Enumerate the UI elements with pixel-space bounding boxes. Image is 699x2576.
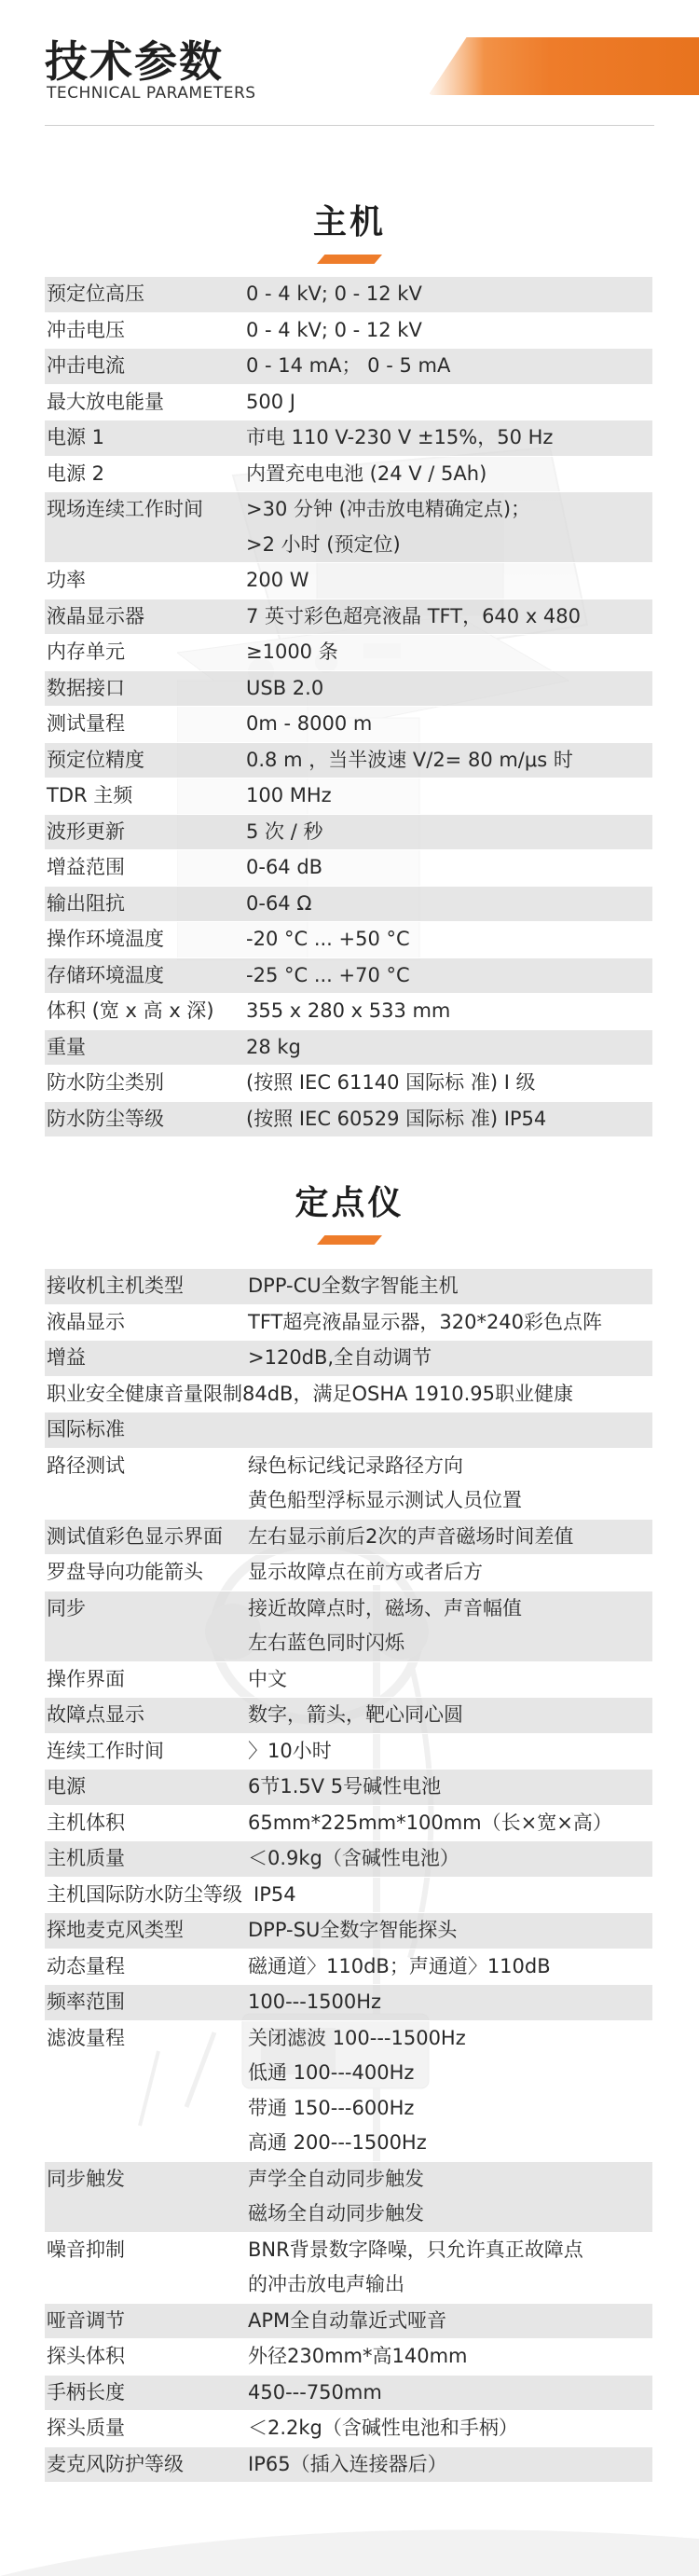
header-divider: [45, 125, 654, 126]
spec-label: 电源 1: [47, 426, 105, 448]
spec-value: [246, 922, 652, 957]
spec-value-line: 100---1500Hz: [248, 1991, 382, 2013]
spec-value-line: >30 分钟 (冲击放电精确定点)；: [246, 498, 531, 520]
spec-value: [248, 1555, 652, 1591]
spec-value-line: -20 °C ... +50 °C: [246, 928, 410, 950]
spec-value: [248, 1949, 652, 1985]
spec-value-line: 0-64 Ω: [246, 891, 312, 915]
spec-value: [248, 2447, 652, 2483]
spec-row: [45, 815, 652, 851]
spec-value-line: IP54: [254, 1882, 296, 1906]
spec-row: [45, 457, 652, 493]
spec-value: [246, 349, 652, 384]
spec-label: 输出阻抗: [47, 891, 125, 915]
spec-value: [248, 1662, 652, 1698]
spec-label: 主机体积: [47, 1811, 125, 1834]
spec-value: [248, 1305, 652, 1341]
spec-value-line: 0m - 8000 m: [246, 712, 373, 735]
spec-value: [246, 635, 652, 670]
spec-label: 路径测试: [47, 1453, 125, 1477]
spec-value-line: 100 MHz: [246, 784, 332, 806]
spec-value: [246, 887, 652, 922]
spec-value: [254, 1878, 652, 1913]
spec-label: 测试量程: [47, 712, 125, 735]
spec-value: [246, 492, 652, 562]
spec-value-line: ＜0.9kg（含碱性电池）: [248, 1847, 459, 1869]
section-locator-title: 定点仪: [295, 1184, 404, 1222]
spec-label: 手柄长度: [47, 2380, 125, 2404]
spec-row: [45, 1985, 652, 2021]
spec-row: [45, 2411, 652, 2447]
spec-label: 探头质量: [47, 2417, 125, 2439]
spec-value-line: 28 kg: [246, 1035, 301, 1058]
spec-label: 重量: [47, 1035, 86, 1058]
spec-row: [45, 349, 652, 385]
spec-row: [45, 1102, 652, 1138]
section-host-title: 主机: [312, 203, 386, 241]
spec-label: 功率: [47, 569, 86, 591]
spec-row: [45, 1698, 652, 1734]
spec-value-line: DPP-SU全数字智能探头: [248, 1919, 458, 1941]
spec-label: 液晶显示: [47, 1310, 125, 1333]
spec-row: [45, 385, 652, 421]
spec-label: 最大放电能量: [47, 390, 164, 413]
spec-label: 防水防尘等级: [47, 1107, 164, 1130]
spec-label: 噪音抑制: [47, 2238, 125, 2261]
spec-row: [45, 1841, 652, 1878]
spec-value-line: 内置充电电池 (24 V / 5Ah): [246, 461, 487, 485]
spec-value-line: USB 2.0: [246, 676, 324, 699]
spec-value-line: BNR背景数字降噪，只允许真正故障点: [248, 2238, 583, 2261]
spec-value-line: -25 °C ... +70 °C: [246, 963, 410, 986]
spec-label: 电源: [47, 1775, 86, 1798]
spec-value-line: 5 次 / 秒: [246, 820, 323, 843]
spec-value-line: 0-64 dB: [246, 856, 323, 878]
spec-value-line: >2 小时 (预定位): [246, 532, 401, 556]
spec-row: [45, 2339, 652, 2376]
spec-value: [246, 707, 652, 742]
host-specs-table: [45, 277, 652, 1137]
spec-value: [248, 1913, 652, 1949]
spec-row: [45, 743, 652, 779]
spec-value-line: IP65（插入连接器后）: [248, 2452, 447, 2475]
spec-value-line: DPP-CU全数字智能主机: [248, 1274, 459, 1297]
spec-row: [45, 2162, 652, 2233]
section-locator-accent: [317, 1235, 382, 1245]
spec-value: [248, 1520, 652, 1555]
spec-value-line: 带通 150---600Hz: [248, 2096, 415, 2119]
spec-row: [45, 1449, 652, 1520]
page-header: [0, 0, 699, 131]
spec-value-line: ≥1000 条: [246, 641, 338, 663]
spec-value-line: 显示故障点在前方或者后方: [248, 1561, 483, 1583]
page-title: 技术参数: [45, 36, 224, 87]
spec-value-line: 的冲击放电声输出: [248, 2273, 404, 2295]
spec-value: [246, 1030, 652, 1066]
spec-value-line: 355 x 280 x 533 mm: [246, 999, 451, 1022]
spec-value: [248, 1341, 652, 1376]
spec-label-continued: 国际标准: [47, 1418, 125, 1440]
spec-label: 增益范围: [47, 856, 125, 878]
spec-label: 预定位高压: [47, 282, 144, 305]
spec-label: 主机国际防水防尘等级: [47, 1882, 242, 1906]
spec-value-line: 200 W: [246, 569, 309, 591]
spec-value-line: 关闭滤波 100---1500Hz: [248, 2026, 466, 2049]
spec-value: [248, 1770, 652, 1805]
spec-row: [45, 922, 652, 958]
spec-value: [246, 958, 652, 994]
spec-label: 体积 (宽 x 高 x 深): [47, 999, 214, 1022]
spec-label: 现场连续工作时间: [47, 498, 203, 520]
spec-row: [45, 850, 652, 887]
spec-label: 故障点显示: [47, 1703, 144, 1726]
spec-value: [246, 671, 652, 707]
spec-label: 增益: [47, 1346, 86, 1369]
spec-label: 操作环境温度: [47, 928, 164, 950]
spec-label: 液晶显示器: [47, 604, 144, 627]
section-host-accent: [317, 255, 382, 264]
spec-row: [45, 1878, 652, 1914]
spec-label: 动态量程: [47, 1954, 125, 1977]
spec-label: 探头体积: [47, 2345, 125, 2367]
spec-label: 操作界面: [47, 1667, 125, 1690]
spec-value-line: 〉10小时: [248, 1739, 332, 1762]
spec-label: 同步触发: [47, 2167, 125, 2190]
spec-row: [45, 1066, 652, 1102]
spec-row: [45, 635, 652, 671]
spec-value-line: 左右显示前后2次的声音磁场时间差值: [248, 1524, 574, 1548]
spec-value: [246, 420, 652, 456]
spec-value: [248, 1841, 652, 1877]
spec-row: [45, 671, 652, 708]
spec-value: [246, 815, 652, 850]
spec-row: [45, 2376, 652, 2412]
spec-value-line: 外径230mm*高140mm: [248, 2345, 468, 2367]
spec-value: [248, 1806, 652, 1841]
locator-specs-table: [45, 1269, 652, 2483]
spec-label: 波形更新: [47, 820, 125, 843]
spec-value: [246, 277, 652, 312]
spec-label: 存储环境温度: [47, 963, 164, 986]
spec-label: 接收机主机类型: [47, 1274, 184, 1297]
spec-label: 主机质量: [47, 1847, 125, 1869]
spec-value-line: 65mm*225mm*100mm（长×宽×高）: [248, 1811, 612, 1834]
spec-value-line: 中文: [248, 1667, 287, 1690]
spec-value-line: >120dB,全自动调节: [248, 1346, 432, 1369]
spec-label: 电源 2: [47, 461, 105, 485]
spec-row: [45, 420, 652, 457]
spec-value-line: 450---750mm: [248, 2380, 382, 2404]
spec-value-line: APM全自动靠近式哑音: [248, 2308, 447, 2332]
spec-value: [246, 850, 652, 886]
spec-label: 内存单元: [47, 641, 125, 663]
spec-value: [246, 457, 652, 492]
spec-row: [45, 1913, 652, 1949]
spec-value-line: 0 - 14 mA； 0 - 5 mA: [246, 354, 451, 377]
spec-value: [248, 1269, 652, 1304]
spec-value-line: (按照 IEC 60529 国际标 准) IP54: [246, 1107, 547, 1130]
spec-row: [45, 1520, 652, 1556]
spec-label: 麦克风防护等级: [47, 2452, 184, 2475]
spec-value-line: (按照 IEC 61140 国际标 准) I 级: [246, 1071, 536, 1094]
orange-accent-banner: [429, 37, 699, 95]
spec-value: [248, 2339, 652, 2375]
spec-value: [246, 778, 652, 814]
spec-label: 同步: [47, 1596, 86, 1619]
spec-value: [248, 2233, 652, 2303]
spec-row: [45, 994, 652, 1030]
spec-row: [45, 1591, 652, 1662]
spec-value-line: TFT超亮液晶显示器，320*240彩色点阵: [248, 1310, 603, 1333]
spec-value-line: 接近故障点时，磁场、声音幅值: [248, 1596, 522, 1619]
spec-label: 防水防尘类别: [47, 1071, 164, 1094]
section-locator-heading: [0, 1177, 699, 1245]
spec-label: 频率范围: [47, 1991, 125, 2013]
spec-row: [45, 1734, 652, 1770]
spec-row: [45, 1030, 652, 1067]
spec-label: 测试值彩色显示界面: [47, 1524, 223, 1548]
section-host-heading: [0, 196, 699, 264]
spec-label: 冲击电流: [47, 354, 125, 377]
spec-label: 冲击电压: [47, 318, 125, 341]
spec-label: 连续工作时间: [47, 1739, 164, 1762]
spec-value: [248, 1449, 652, 1519]
spec-value: [248, 2304, 652, 2339]
spec-row: [45, 2447, 652, 2484]
spec-row: [45, 1806, 652, 1842]
spec-row: [45, 1770, 652, 1806]
spec-value: [246, 599, 652, 635]
spec-label: 职业安全健康音量限制84dB，满足OSHA 1910.95职业健康: [47, 1382, 573, 1405]
footer-swoosh: [0, 2511, 699, 2576]
spec-row: [45, 2233, 652, 2304]
spec-row: [45, 707, 652, 743]
spec-value: [248, 2162, 652, 2232]
spec-value-line: ＜2.2kg（含碱性电池和手柄）: [248, 2417, 518, 2439]
spec-value: [246, 994, 652, 1029]
spec-label: 罗盘导向功能箭头: [47, 1561, 203, 1583]
spec-label: 滤波量程: [47, 2026, 125, 2049]
spec-value-line: 低通 100---400Hz: [248, 2061, 415, 2084]
spec-row: [45, 1662, 652, 1699]
spec-row: [45, 2021, 652, 2162]
spec-value: [246, 1066, 652, 1101]
spec-value: [246, 563, 652, 599]
spec-value-line: 0 - 4 kV; 0 - 12 kV: [246, 318, 422, 341]
spec-value: [248, 1698, 652, 1733]
spec-row: [45, 887, 652, 923]
spec-row: [45, 1341, 652, 1377]
spec-label: 哑音调节: [47, 2308, 125, 2332]
spec-label: 预定位精度: [47, 748, 144, 771]
spec-row: [45, 1305, 652, 1342]
spec-value-line: 黄色船型浮标显示测试人员位置: [248, 1489, 522, 1511]
spec-row: [45, 492, 652, 563]
spec-value: [246, 743, 652, 778]
spec-row: [45, 1949, 652, 1986]
spec-label: 数据接口: [47, 676, 125, 699]
spec-row: [45, 778, 652, 815]
spec-value: [248, 2021, 652, 2161]
spec-value-line: 声学全自动同步触发: [248, 2167, 424, 2190]
spec-value: [248, 2376, 652, 2411]
spec-row-continued: [45, 1412, 652, 1449]
spec-row: [45, 1377, 652, 1413]
spec-value-line: 左右蓝色同时闪烁: [248, 1632, 404, 1654]
spec-value-line: 数字，箭头，靶心同心圆: [248, 1703, 463, 1726]
spec-value: [248, 1591, 652, 1661]
spec-row: [45, 277, 652, 313]
spec-value-line: 高通 200---1500Hz: [248, 2131, 427, 2154]
spec-row: [45, 2304, 652, 2340]
spec-row: [45, 958, 652, 995]
spec-value-line: 500 J: [246, 390, 295, 413]
spec-value-line: 市电 110 V-230 V ±15%，50 Hz: [246, 426, 554, 448]
spec-label: 探地麦克风类型: [47, 1919, 184, 1941]
spec-row: [45, 563, 652, 599]
spec-value-line: 磁通道〉110dB；声通道〉110dB: [248, 1954, 551, 1977]
spec-row: [45, 1269, 652, 1305]
spec-value: [246, 1102, 652, 1137]
spec-value-line: 6节1.5V 5号碱性电池: [248, 1775, 442, 1798]
spec-value-line: 7 英寸彩色超亮液晶 TFT，640 x 480: [246, 604, 582, 627]
spec-row: [45, 313, 652, 350]
spec-value-line: 磁场全自动同步触发: [248, 2202, 424, 2225]
spec-value: [248, 1734, 652, 1770]
spec-row: [45, 1555, 652, 1591]
spec-row: [45, 599, 652, 636]
spec-label: TDR 主频: [47, 784, 133, 806]
spec-value-line: 绿色标记线记录路径方向: [248, 1453, 463, 1477]
spec-value-line: 0.8 m ，当半波速 V/2= 80 m/μs 时: [246, 748, 573, 771]
spec-value: [248, 1985, 652, 2020]
spec-value-line: 0 - 4 kV; 0 - 12 kV: [246, 282, 422, 305]
page-subtitle: TECHNICAL PARAMETERS: [47, 84, 256, 103]
spec-value: [246, 313, 652, 349]
spec-value: [246, 385, 652, 420]
spec-value: [248, 2411, 652, 2446]
